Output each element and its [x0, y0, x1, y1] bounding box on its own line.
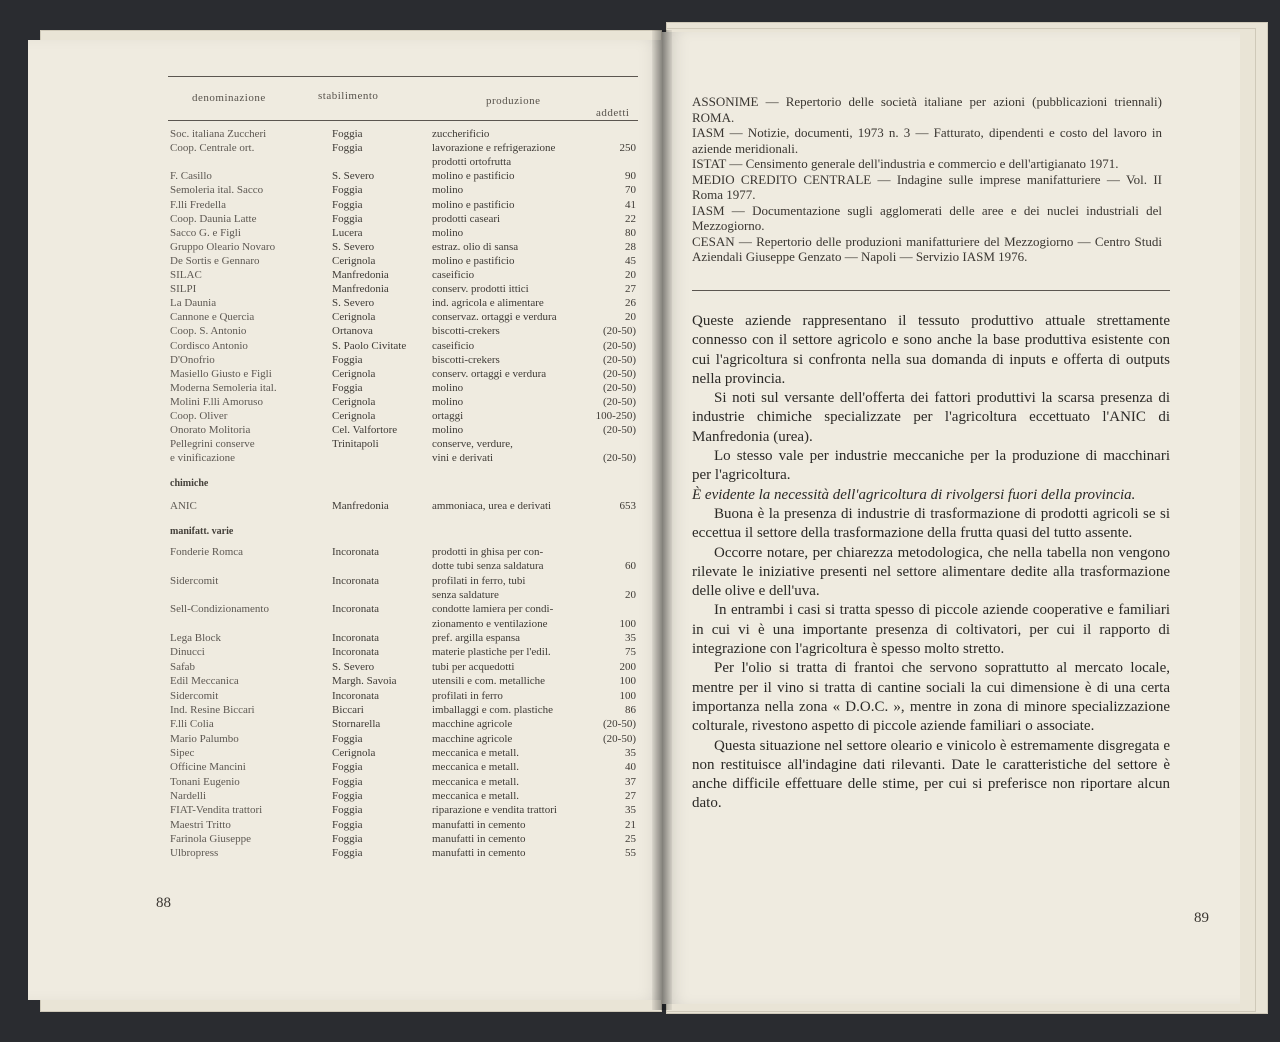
employees: (20-50) [603, 452, 636, 465]
company-name: D'Onofrio [170, 353, 215, 366]
production: tubi per acquedotti [432, 660, 515, 673]
company-name: Masiello Giusto e Figli [170, 367, 272, 380]
company-name: Coop. S. Antonio [170, 325, 247, 338]
header-addetti: addetti [596, 107, 630, 119]
table-row [28, 546, 666, 560]
production: utensili e com. metalliche [432, 675, 546, 688]
table-row [28, 128, 666, 142]
table-row [28, 804, 666, 818]
company-name: Nardelli [170, 789, 207, 802]
paragraph: Questa situazione nel settore oleario e vinicolo è estremamente disgregata e non restituisce all'indagine dati rilevanti. Date le caratteristiche del settore è anche difficile effettuare delle stime, per cui si preferisce non riportare alcun dato. [692, 737, 1170, 812]
employees: (20-50) [603, 381, 636, 394]
company-name: Dinucci [170, 646, 205, 659]
table-row [28, 790, 666, 804]
production: biscotti-crekers [432, 325, 500, 338]
table-row [28, 833, 666, 847]
company-name: Mario Palumbo [170, 732, 239, 745]
table-header-rule [168, 120, 638, 121]
employees: 28 [625, 240, 636, 253]
employees: 653 [619, 500, 636, 512]
plant-location: Cel. Valfortore [332, 424, 398, 437]
employees: (20-50) [603, 339, 636, 352]
company-name: Officine Mancini [170, 761, 246, 774]
plant-location: Incoronata [332, 603, 380, 616]
production: prodotti caseari [432, 212, 501, 225]
references-rule [692, 290, 1170, 291]
employees: 35 [625, 632, 636, 645]
company-name: Edil Meccanica [170, 675, 239, 688]
plant-location: Incoronata [332, 546, 380, 558]
table-row [28, 311, 666, 325]
plant-location: Margh. Savoia [332, 675, 397, 688]
company-name: Maestri Tritto [170, 818, 231, 831]
company-name: Molini F.lli Amoruso [170, 395, 263, 408]
company-name: Cordisco Antonio [170, 339, 248, 352]
plant-location: S. Severo [332, 660, 375, 673]
production: senza saldature [432, 589, 499, 602]
company-name: Soc. italiana Zuccheri [170, 128, 267, 140]
plant-location: Cerignola [332, 395, 376, 408]
table-row [28, 410, 666, 424]
production: imballaggi e com. plastiche [432, 703, 553, 716]
employees: 22 [625, 212, 636, 225]
employees: 41 [625, 198, 636, 211]
plant-location: Foggia [332, 847, 363, 860]
paragraph: Occorre notare, per chiarezza metodologica, che nella tabella non vengono rilevate le iniziative presenti nel settore alimentare dedite alla trasformazione delle olive e dell'uva. [692, 544, 1170, 600]
plant-location: Foggia [332, 381, 363, 394]
table-row [28, 718, 666, 732]
production: zuccherificio [432, 128, 490, 140]
reference-entry: ASSONIME — Repertorio delle società italiane per azioni (pubblicazioni triennali) ROMA. [692, 94, 1162, 125]
plant-location: Cerignola [332, 410, 376, 422]
plant-location: Biccari [332, 703, 364, 716]
paragraph: Buona è la presenza di industrie di trasformazione di prodotti agricoli se si eccettua il settore della trasformazione della frutta quasi del tutto assente. [692, 505, 1170, 542]
production: meccanica e metall. [432, 761, 520, 774]
paragraph: Queste aziende rappresentano il tessuto produttivo attuale strettamente connesso con il settore agricolo e sono anche la base produttiva esistente con cui l'agricoltura si confronta nella sua domanda di inputs e offerta di outputs nella provincia. [692, 313, 1170, 387]
production: ortaggi [432, 410, 464, 422]
production: molino [432, 395, 464, 408]
plant-location: Foggia [332, 353, 363, 366]
employees: 75 [625, 646, 636, 659]
table-row [28, 170, 666, 184]
production: caseificio [432, 339, 475, 352]
plant-location: Foggia [332, 833, 363, 845]
employees: (20-50) [603, 353, 636, 366]
company-name: Semoleria ital. Sacco [170, 184, 264, 197]
table-top-rule [168, 76, 638, 77]
plant-location: S. Severo [332, 240, 375, 253]
book-gutter [652, 30, 672, 1010]
employees: 37 [625, 775, 636, 788]
company-name: Cannone e Quercia [170, 311, 255, 324]
company-name: Lega Block [170, 632, 222, 645]
table-row [28, 761, 666, 775]
plant-location: Incoronata [332, 689, 380, 702]
employees: 26 [625, 297, 636, 310]
company-name: Sipec [170, 746, 195, 759]
production: molino e pastificio [432, 254, 515, 267]
company-name: Moderna Semoleria ital. [170, 381, 277, 394]
company-name: FIAT-Vendita trattori [170, 804, 263, 817]
employees: 80 [625, 226, 636, 239]
production: molino [432, 424, 464, 437]
table-row [28, 354, 666, 368]
employees: (20-50) [603, 325, 636, 338]
employees: (20-50) [603, 395, 636, 408]
production: ammoniaca, urea e derivati [432, 500, 552, 512]
company-name: La Daunia [170, 297, 217, 310]
production: condotte lamiera per condi- [432, 603, 554, 616]
table-row [28, 704, 666, 718]
header-denominazione: denominazione [192, 92, 266, 104]
table-row [28, 646, 666, 660]
production: molino [432, 226, 464, 239]
reference-list [692, 94, 1162, 265]
production: molino [432, 381, 464, 394]
plant-location: Foggia [332, 142, 363, 155]
table-row [28, 632, 666, 646]
plant-location: Foggia [332, 732, 363, 745]
plant-location: S. Paolo Civitate [332, 339, 407, 352]
plant-location: Foggia [332, 818, 363, 831]
production: materie plastiche per l'edil. [432, 646, 551, 659]
production: conservaz. ortaggi e verdura [432, 311, 557, 324]
production: meccanica e metall. [432, 789, 520, 802]
production: molino [432, 184, 464, 197]
employees: (20-50) [603, 367, 636, 380]
production: caseificio [432, 269, 475, 281]
company-name: Ulbropress [170, 847, 219, 860]
plant-location: Foggia [332, 761, 363, 774]
plant-location: Incoronata [332, 646, 380, 659]
reference-entry: IASM — Documentazione sugli agglomerati delle aree e dei nuclei industriali del Mezzogiorno. [692, 202, 1162, 233]
company-name: e vinificazione [170, 452, 236, 465]
table-row [28, 589, 666, 603]
employees: 60 [625, 560, 636, 573]
production: dotte tubi senza saldatura [432, 560, 544, 573]
employees: 25 [625, 833, 636, 845]
plant-location: Incoronata [332, 574, 380, 587]
plant-location: Foggia [332, 184, 363, 197]
employees: 250 [619, 142, 636, 155]
table-row [28, 575, 666, 589]
employees: 100-250) [595, 410, 636, 422]
left-page [28, 40, 666, 1000]
employees: 90 [625, 170, 636, 183]
production: profilati in ferro, tubi [432, 574, 526, 587]
table-row [28, 661, 666, 675]
production: molino e pastificio [432, 170, 515, 183]
table-row [28, 255, 666, 269]
company-name: Gruppo Oleario Novaro [170, 240, 276, 253]
reference-entry: IASM — Notizie, documenti, 1973 n. 3 — Fatturato, dipendenti e costo del lavoro in aziende meridionali. [692, 125, 1162, 156]
company-name: SILAC [170, 269, 202, 281]
production: prodotti ortofrutta [432, 156, 512, 169]
table-row [28, 227, 666, 241]
table-row [28, 283, 666, 297]
employees: 70 [625, 184, 636, 197]
table-row [28, 819, 666, 833]
plant-location: Foggia [332, 775, 363, 788]
header-stabilimento: stabilimento [318, 90, 379, 102]
table-row [28, 156, 666, 170]
company-name: Coop. Daunia Latte [170, 212, 257, 225]
production: conserv. ortaggi e verdura [432, 367, 547, 380]
paragraph: Per l'olio si tratta di frantoi che servono soprattutto al mercato locale, mentre per il vino si tratta di cantine sociali la cui dimensione è di una certa importanza nella zona « D.O.C. », mentre in zona di minore specializzazione colturale, rivestono aspetto di piccole aziende familiari o associate. [692, 660, 1170, 735]
table-row [28, 142, 666, 156]
employees: 21 [625, 818, 636, 831]
company-name: Tonani Eugenio [170, 775, 240, 788]
production: manufatti in cemento [432, 847, 526, 860]
plant-location: Foggia [332, 212, 363, 225]
plant-location: Foggia [332, 128, 363, 140]
paragraph: Si noti sul versante dell'offerta dei fattori produttivi la scarsa presenza di industrie chimiche specializzate per l'agricoltura eccettuato l'ANIC di Manfredonia (urea). [692, 390, 1170, 445]
employees: 20 [625, 589, 636, 602]
table-row [28, 560, 666, 574]
company-name: Sell-Condizionamento [170, 603, 269, 616]
employees: 20 [625, 269, 636, 281]
plant-location: Foggia [332, 804, 363, 817]
company-name: Coop. Centrale ort. [170, 142, 255, 155]
reference-entry: ISTAT — Censimento generale dell'industria e commercio e dell'artigianato 1971. [692, 156, 1119, 171]
table-row [28, 438, 666, 452]
company-name: F.lli Colia [170, 718, 214, 731]
table-row [28, 500, 666, 514]
paragraph: In entrambi i casi si tratta spesso di piccole aziende cooperative e familiari in cui vi è una importante presenza di coltivatori, per cui il rapporto di integrazione con l'agricoltura è spesso molto stretto. [692, 602, 1170, 658]
employees: 55 [625, 847, 636, 860]
plant-location: Foggia [332, 198, 363, 211]
right-page [662, 32, 1240, 1004]
production: zionamento e ventilazione [432, 617, 548, 630]
table-row [28, 241, 666, 255]
employees: (20-50) [603, 424, 636, 437]
production: manufatti in cemento [432, 833, 526, 845]
plant-location: Lucera [332, 226, 363, 239]
production: biscotti-crekers [432, 353, 500, 366]
plant-location: Cerignola [332, 746, 376, 759]
plant-location: Ortanova [332, 325, 373, 338]
production: meccanica e metall. [432, 746, 520, 759]
table-row [28, 847, 666, 861]
company-name: Fonderie Romca [170, 546, 244, 558]
employees: 86 [625, 703, 636, 716]
employees: 27 [625, 789, 636, 802]
table-row [28, 424, 666, 438]
production: conserv. prodotti ittici [432, 283, 529, 296]
table-row [28, 199, 666, 213]
company-name: Farinola Giuseppe [170, 833, 251, 845]
employees: 35 [625, 746, 636, 759]
page-number-right: 89 [1194, 910, 1209, 926]
table-row [28, 396, 666, 410]
table-row [28, 368, 666, 382]
employees: 100 [619, 675, 636, 688]
table-row [28, 184, 666, 198]
employees: 40 [625, 761, 636, 774]
production: conserve, verdure, [432, 438, 513, 451]
production: pref. argilla espansa [432, 632, 521, 645]
employees: 35 [625, 804, 636, 817]
company-name: Pellegrini conserve [170, 438, 255, 451]
production: manufatti in cemento [432, 818, 526, 831]
section-manifatture-varie: manifatt. varie [170, 526, 234, 537]
company-name: Onorato Molitoria [170, 424, 251, 437]
reference-entry: MEDIO CREDITO CENTRALE — Indagine sulle imprese manifatturiere — Vol. II Roma 1977. [692, 171, 1162, 202]
plant-location: Manfredonia [332, 500, 389, 512]
company-name: Sacco G. e Figli [170, 226, 241, 239]
table-row [28, 690, 666, 704]
production: lavorazione e refrigerazione [432, 142, 556, 155]
employees: 45 [625, 254, 636, 267]
production: profilati in ferro [432, 689, 503, 702]
table-row [28, 297, 666, 311]
plant-location: Cerignola [332, 311, 376, 324]
paragraph: Lo stesso vale per industrie meccaniche per la produzione di macchinari per l'agricoltura. [692, 448, 1170, 484]
company-name: Sidercomit [170, 689, 219, 702]
company-name: Sidercomit [170, 574, 219, 587]
paragraph-emphasis: È evidente la necessità dell'agricoltura di rivolgersi fuori della provincia. [692, 486, 1136, 503]
employees: (20-50) [603, 718, 636, 731]
header-produzione: produzione [486, 95, 541, 107]
production: riparazione e vendita trattori [432, 804, 557, 817]
employees: 27 [625, 283, 636, 296]
plant-location: Cerignola [332, 367, 376, 380]
plant-location: Manfredonia [332, 283, 389, 296]
company-name: Safab [170, 660, 196, 673]
company-name: F. Casillo [170, 170, 212, 183]
table-row [28, 618, 666, 632]
company-name: De Sortis e Gennaro [170, 254, 260, 267]
table-row [28, 382, 666, 396]
employees: 200 [619, 660, 636, 673]
employees: (20-50) [603, 732, 636, 745]
company-name: SILPI [170, 283, 197, 296]
employees: 100 [619, 689, 636, 702]
production: ind. agricola e alimentare [432, 297, 544, 310]
section-chimiche: chimiche [170, 478, 209, 489]
plant-location: Manfredonia [332, 269, 389, 281]
plant-location: Foggia [332, 789, 363, 802]
production: estraz. olio di sansa [432, 240, 519, 253]
table-row [28, 325, 666, 339]
company-name: ANIC [170, 500, 197, 512]
production: meccanica e metall. [432, 775, 520, 788]
table-row [28, 603, 666, 617]
page-number-left: 88 [156, 895, 171, 911]
table-row [28, 747, 666, 761]
employees: 100 [619, 617, 636, 630]
table-row [28, 452, 666, 466]
production: prodotti in ghisa per con- [432, 546, 544, 558]
plant-location: Cerignola [332, 254, 376, 267]
production: macchine agricole [432, 718, 513, 731]
company-name: F.lli Fredella [170, 198, 226, 211]
table-row [28, 733, 666, 747]
body-text [692, 312, 1170, 814]
production: vini e derivati [432, 452, 494, 465]
table-row [28, 269, 666, 283]
employees: 20 [625, 311, 636, 324]
company-name: Coop. Oliver [170, 410, 228, 422]
table-row [28, 675, 666, 689]
reference-entry: CESAN — Repertorio delle produzioni manifatturiere del Mezzogiorno — Centro Studi Aziendali Giuseppe Genzato — Napoli — Servizio IASM 1976. [692, 233, 1162, 264]
table-row [28, 213, 666, 227]
production: molino e pastificio [432, 198, 515, 211]
plant-location: S. Severo [332, 297, 375, 310]
plant-location: Incoronata [332, 632, 380, 645]
production: macchine agricole [432, 732, 513, 745]
plant-location: S. Severo [332, 170, 375, 183]
table-row [28, 776, 666, 790]
plant-location: Stornarella [332, 718, 381, 731]
company-name: Ind. Resine Biccari [170, 703, 255, 716]
table-row [28, 340, 666, 354]
plant-location: Trinitapoli [332, 438, 379, 451]
